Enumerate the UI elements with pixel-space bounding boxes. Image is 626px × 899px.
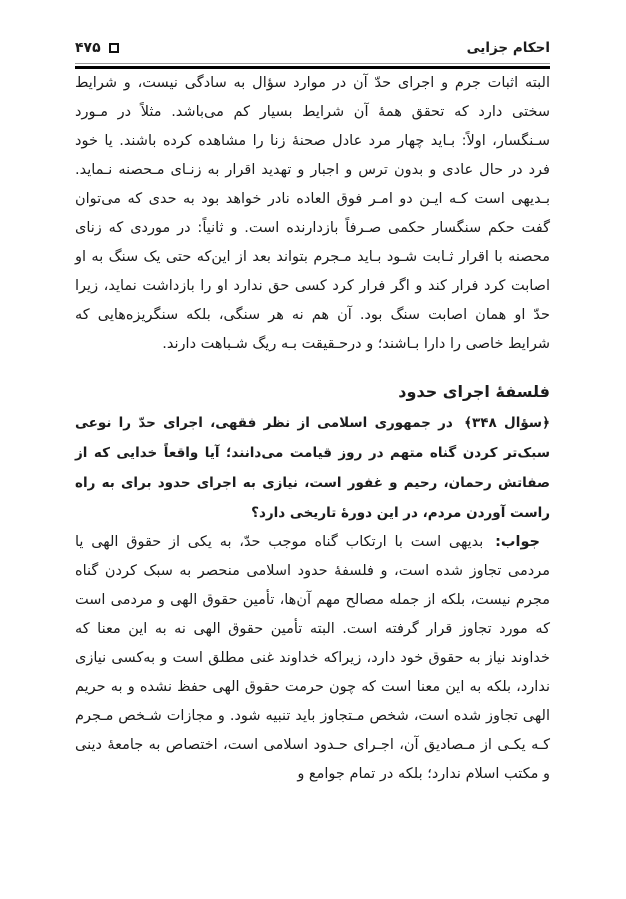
page-number: ۴۷۵ <box>75 40 101 56</box>
page-header <box>75 34 550 56</box>
question-348-paragraph <box>75 408 550 528</box>
page-body <box>75 69 550 789</box>
page-number-group <box>75 40 119 56</box>
header-divider-thin-line <box>75 63 550 64</box>
question-text: در جمهوری اسلامی از نظر فقهی، اجرای حدّ را نوعی سبک‌تر کردن گناه متهم در روز قیامت می‌دانند؛ آیا واقعاً خدایی که از صفاتش رحمان، رحیم و غفور است، نیازی به اجرای حدود برای به راه راست آوردن مردم، در این دورۀ تاریخی دارد؟ <box>75 415 550 521</box>
running-head-title: احکام جزایی <box>466 40 550 56</box>
section-heading-philosophy-of-hudud: فلسفۀ اجرای حدود <box>398 382 550 401</box>
answer-paragraph <box>75 528 550 789</box>
question-number-label: ﴿سؤال ۳۴۸﴾ <box>464 415 550 431</box>
square-bullet-icon <box>109 43 119 53</box>
paragraph-hadd-conditions: البته اثبات جرم و اجرای حدّ آن در موارد سؤال به سادگی نیست، و شرایط سختی دارد که تحقق همۀ آن شرایط بسیار کم می‌باشد. مثلاً در مـورد سـنگسار، اولاً: بـاید چهار مرد عادل صحنۀ زنا را مشاهده کرده باشند. یا خود فرد در حال عادی و بدون ترس و اجبار و تهدید اقرار به زنـای مـحصنه نـماید. بـدیهی است کـه ایـن دو امـر فوق العاده نادر خواهد بود به حدی که می‌توان گفت حکم سنگسار حکمی صـرفاً بازدارنده است. و ثانیاً: در موردی که زنای محصنه با اقرار ثـابت شـود بـاید مـجرم بتواند بعد از این‌که حتی یک سنگ به او اصابت کرد فرار کند و اگر فرار کرد کسی حق ندارد او را بازداشت نماید، زیرا حدّ او همان اصابت سنگ بود. آن هم نه هر سنگی، بلکه سنگریزه‌هایی که شرایط خاصی را دارا بـاشند؛ و درحـقیقت بـه ریگ شـباهت دارند. <box>75 75 550 352</box>
answer-text: بدیهی است با ارتکاب گناه موجب حدّ، به یکی از حقوق الهی یا مردمی تجاوز شده است، و فلسفۀ حدود اسلامی منحصر به سبک کردن گناه مجرم نیست، بلکه از جمله مصالح مهم آن‌ها، تأمین حقوق الهی و مردمی است که مورد تجاوز قرار گرفته است. البته تأمین حقوق الهی نه به این معنا که خداوند نیاز به حقوق خود دارد، زیراکه خداوند غنی مطلق است و به‌کسی نیازی ندارد، بلکه به این معنا است که چون حرمت حقوق الهی حفظ نشده و به حریم الهی تجاوز شده است، شخص مـتجاوز باید تنبیه شود. و مجازات شـخص مـجرم کـه یکـی از مـصادیق آن، اجـرای حـدود اسلامی است، اختصاص به جامعۀ دینی و مکتب اسلام ندارد؛ بلکه در تمام جوامع و <box>75 534 550 782</box>
answer-label: جواب: <box>495 534 540 550</box>
